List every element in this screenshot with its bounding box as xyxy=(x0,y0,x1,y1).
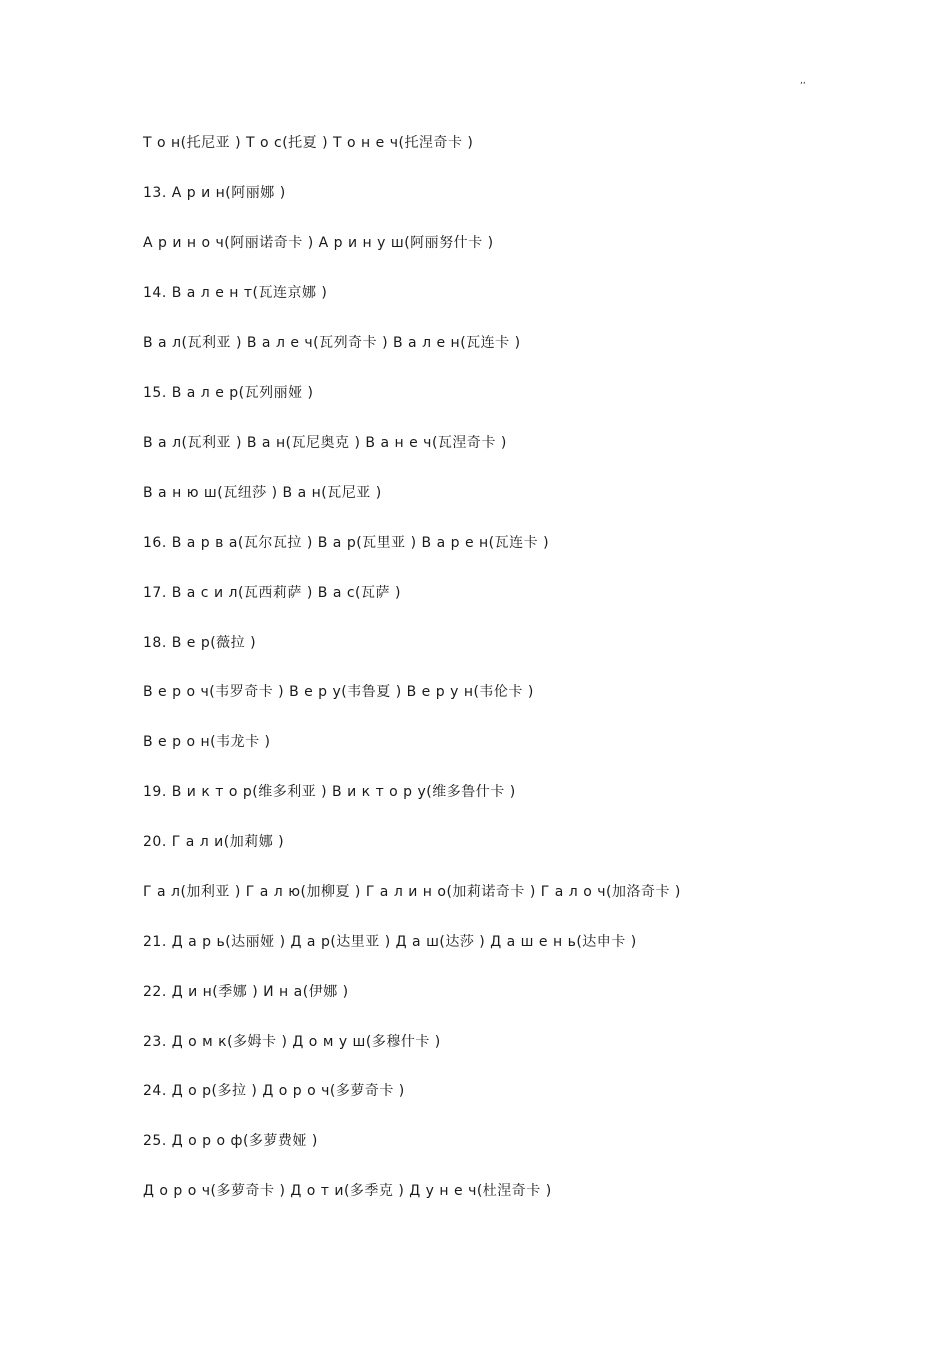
text-line: В е р о н(韦龙卡 ) xyxy=(143,734,271,750)
text-line: В а л(瓦利亚 ) В а н(瓦尼奥克 ) В а н е ч(瓦涅奇卡 ) xyxy=(143,435,507,451)
text-line: Т о н(托尼亚 ) Т о с(托夏 ) Т о н е ч(托涅奇卡 ) xyxy=(143,135,474,151)
page-mark: ,, xyxy=(800,76,806,86)
text-line: 17. В а с и л(瓦西莉萨 ) В а с(瓦萨 ) xyxy=(143,585,401,601)
text-line: 13. А р и н(阿丽娜 ) xyxy=(143,185,286,201)
text-line: 19. В и к т о р(维多利亚 ) В и к т о р у(维多鲁什卡 ) xyxy=(143,784,516,800)
text-line: 21. Д а р ь(达丽娅 ) Д а р(达里亚 ) Д а ш(达莎 ) Д а ш е н ь(达申卡 ) xyxy=(143,934,637,950)
text-line: 20. Г а л и(加莉娜 ) xyxy=(143,834,285,850)
text-line: Д о р о ч(多萝奇卡 ) Д о т и(多季克 ) Д у н е ч(杜涅奇卡 ) xyxy=(143,1183,552,1199)
text-line: 22. Д и н(季娜 ) И н а(伊娜 ) xyxy=(143,984,349,1000)
text-line: 24. Д о р(多拉 ) Д о р о ч(多萝奇卡 ) xyxy=(143,1083,405,1099)
text-line: В а л(瓦利亚 ) В а л е ч(瓦列奇卡 ) В а л е н(瓦连卡 ) xyxy=(143,335,521,351)
text-line: Г а л(加利亚 ) Г а л ю(加柳夏 ) Г а л и н о(加莉诺奇卡 ) Г а л о ч(加洛奇卡 ) xyxy=(143,884,681,900)
text-line: 25. Д о р о ф(多萝费娅 ) xyxy=(143,1133,318,1149)
text-line: В а н ю ш(瓦纽莎 ) В а н(瓦尼亚 ) xyxy=(143,485,382,501)
text-line: А р и н о ч(阿丽诺奇卡 ) А р и н у ш(阿丽努什卡 ) xyxy=(143,235,494,251)
text-line: 16. В а р в а(瓦尔瓦拉 ) В а р(瓦里亚 ) В а р е н(瓦连卡 ) xyxy=(143,535,550,551)
text-line: В е р о ч(韦罗奇卡 ) В е р у(韦鲁夏 ) В е р у н(韦伦卡 ) xyxy=(143,684,534,700)
text-line: 14. В а л е н т(瓦连京娜 ) xyxy=(143,285,328,301)
text-line: 23. Д о м к(多姆卡 ) Д о м у ш(多穆什卡 ) xyxy=(143,1034,441,1050)
text-line: 18. В е р(薇拉 ) xyxy=(143,635,257,651)
text-line: 15. В а л е р(瓦列丽娅 ) xyxy=(143,385,314,401)
